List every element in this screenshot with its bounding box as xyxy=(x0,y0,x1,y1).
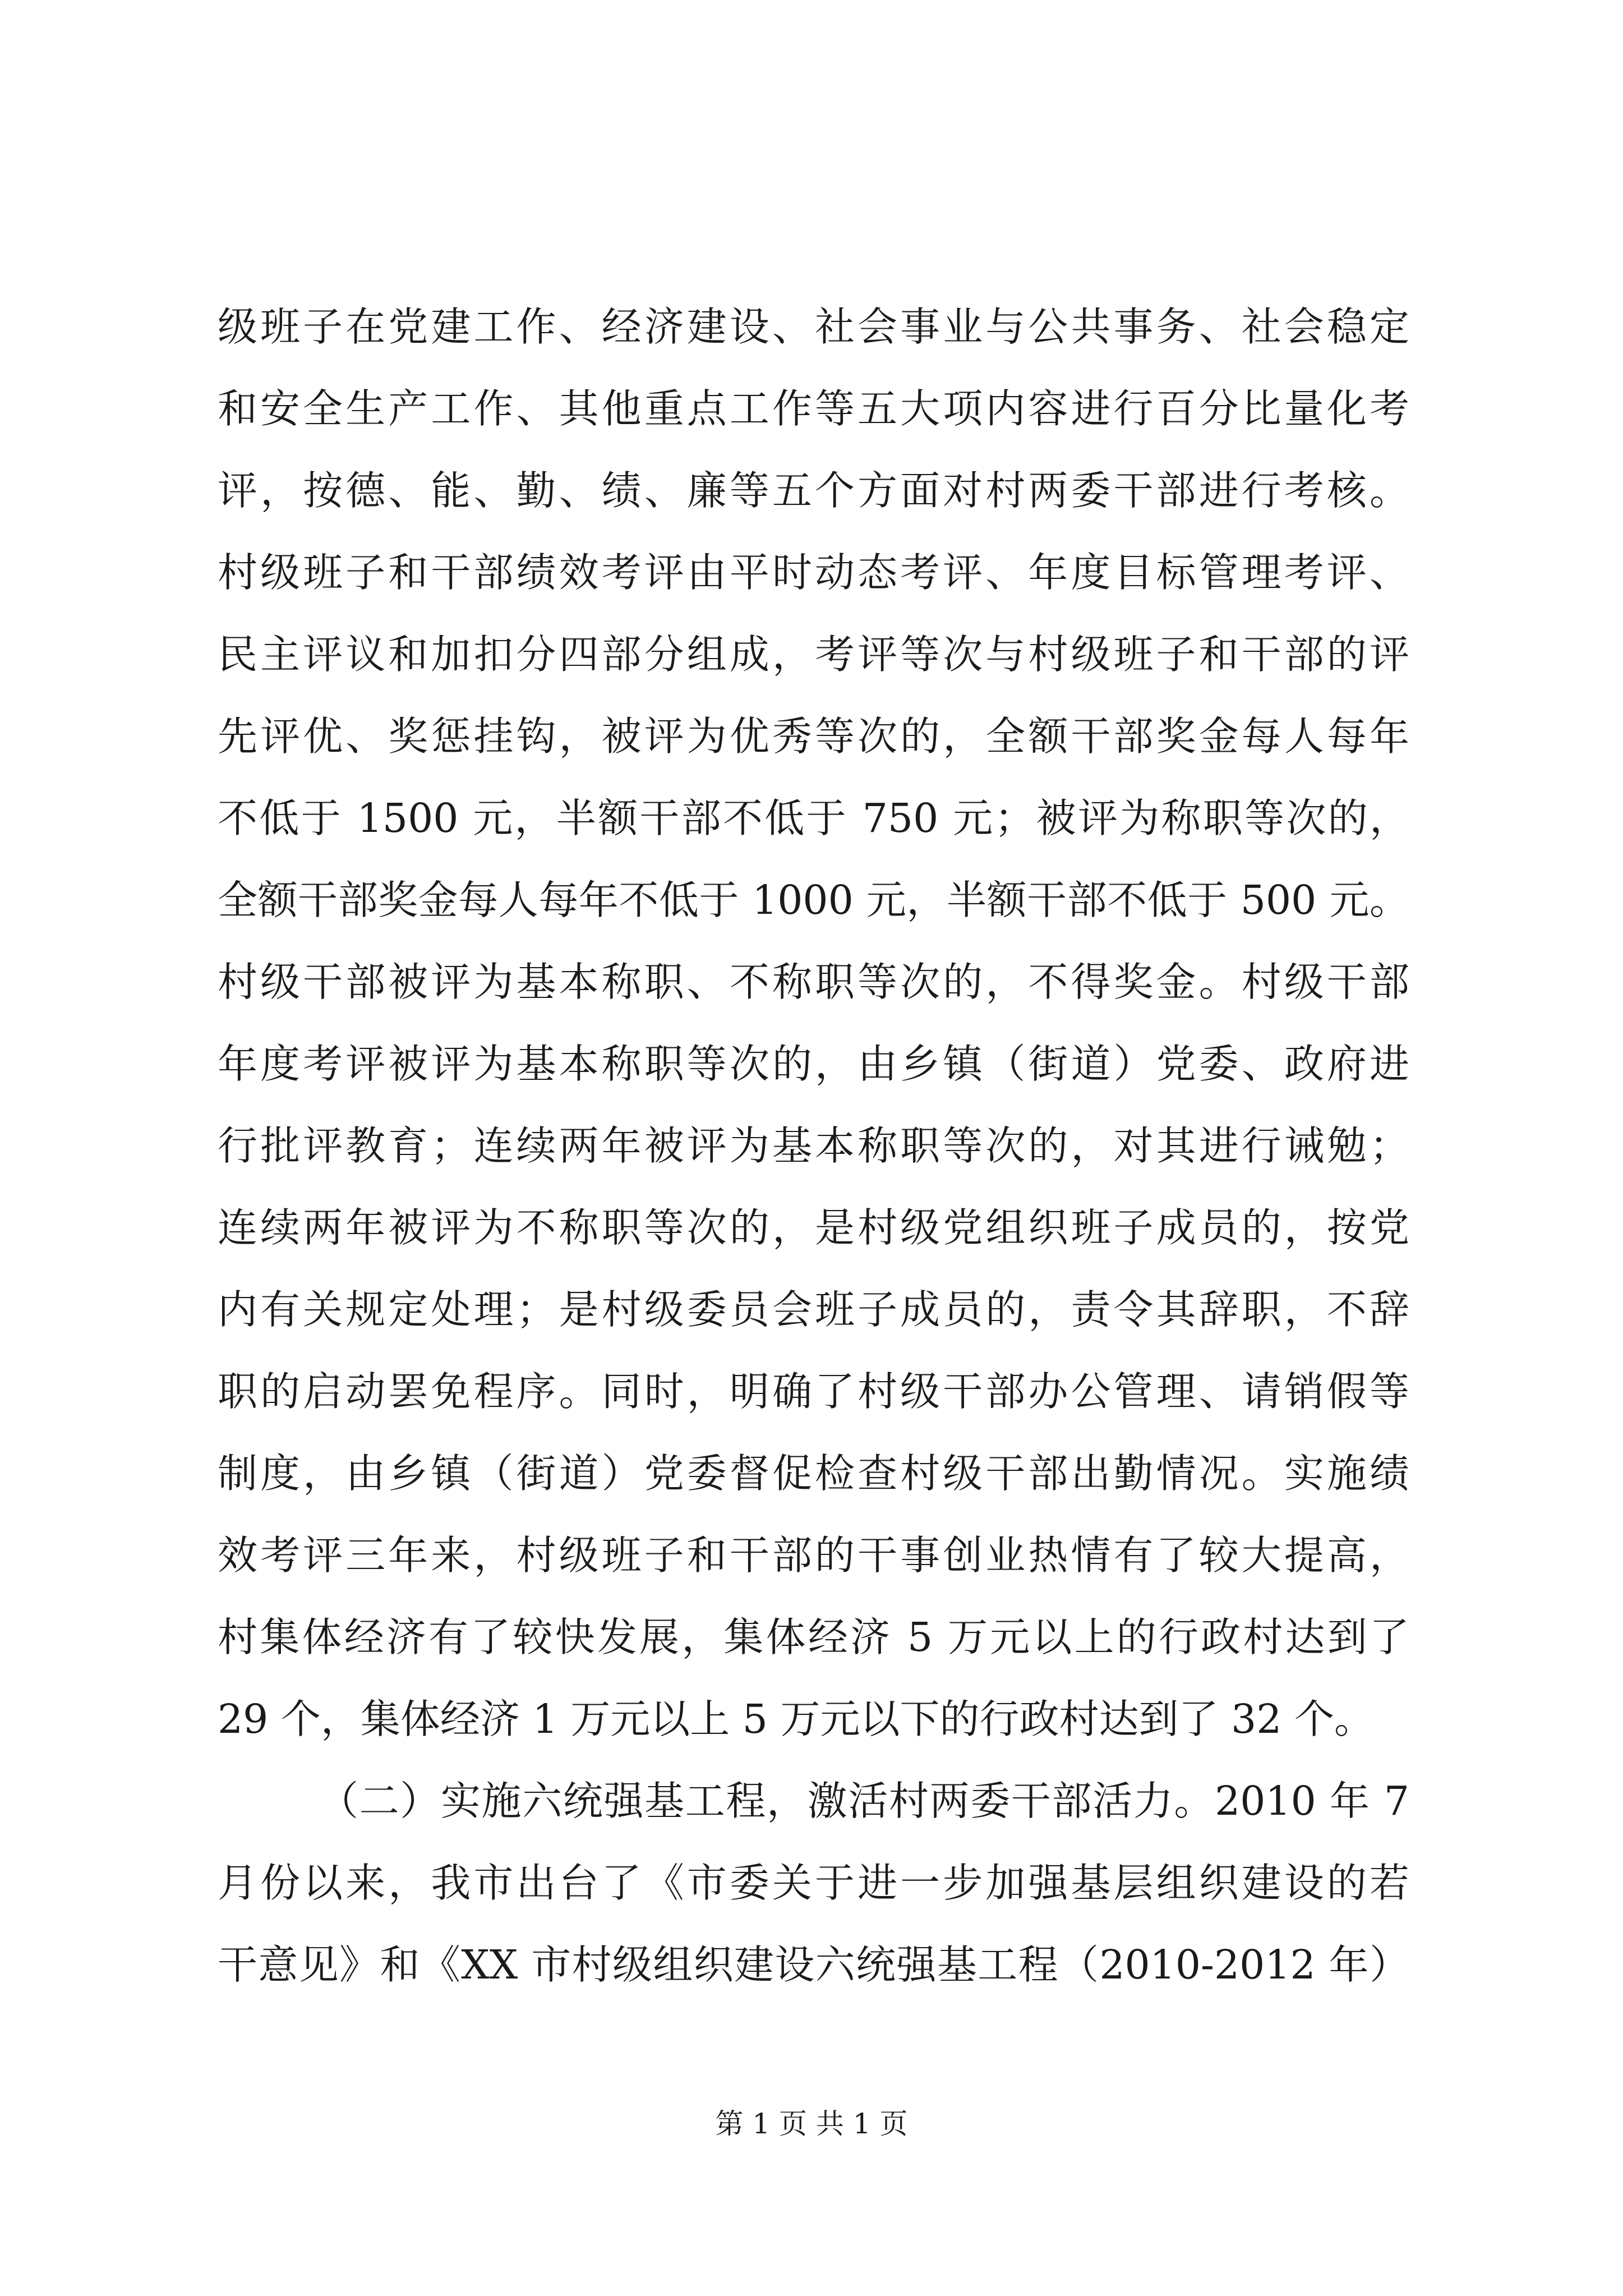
text-line: 村集体经济有了较快发展，集体经济 5 万元以上的行政村达到了 xyxy=(218,1614,1409,1660)
text-line: 制度，由乡镇（街道）党委督促检查村级干部出勤情况。实施绩 xyxy=(218,1450,1409,1497)
text-line: 和安全生产工作、其他重点工作等五大项内容进行百分比量化考 xyxy=(218,385,1409,432)
text-line: 连续两年被评为不称职等次的，是村级党组织班子成员的，按党 xyxy=(218,1204,1409,1251)
text-line: 内有关规定处理；是村级委员会班子成员的，责令其辞职，不辞 xyxy=(218,1286,1409,1333)
text-line: 年度考评被评为基本称职等次的，由乡镇（街道）党委、政府进 xyxy=(218,1041,1409,1087)
text-line: 29 个，集体经济 1 万元以上 5 万元以下的行政村达到了 32 个。 xyxy=(218,1696,1375,1742)
page-footer: 第 1 页 共 1 页 xyxy=(715,2108,908,2140)
text-line: 民主评议和加扣分四部分组成，考评等次与村级班子和干部的评 xyxy=(218,631,1409,678)
text-line: 评，按德、能、勤、绩、廉等五个方面对村两委干部进行考核。 xyxy=(218,467,1409,514)
document-body xyxy=(218,286,1409,2006)
text-line: 干意见》和《XX 市村级组织建设六统强基工程（2010-2012 年） xyxy=(218,1941,1409,1988)
text-line: 全额干部奖金每人每年不低于 1000 元，半额干部不低于 500 元。 xyxy=(218,877,1409,923)
text-line: 村级干部被评为基本称职、不称职等次的，不得奖金。村级干部 xyxy=(218,959,1409,1005)
text-line: 行批评教育；连续两年被评为基本称职等次的，对其进行诫勉； xyxy=(218,1122,1409,1169)
text-line: 职的启动罢免程序。同时，明确了村级干部办公管理、请销假等 xyxy=(218,1368,1409,1415)
text-line: 效考评三年来，村级班子和干部的干事创业热情有了较大提高， xyxy=(218,1532,1409,1579)
section-heading-line: （二）实施六统强基工程，激活村两委干部活力。2010 年 7 xyxy=(319,1778,1409,1824)
text-line: 村级班子和干部绩效考评由平时动态考评、年度目标管理考评、 xyxy=(218,549,1409,596)
text-line: 级班子在党建工作、经济建设、社会事业与公共事务、社会稳定 xyxy=(218,303,1409,350)
text-line: 不低于 1500 元，半额干部不低于 750 元；被评为称职等次的， xyxy=(218,795,1409,841)
text-line: 月份以来，我市出台了《市委关于进一步加强基层组织建设的若 xyxy=(218,1860,1409,1906)
text-line: 先评优、奖惩挂钩，被评为优秀等次的，全额干部奖金每人每年 xyxy=(218,713,1409,760)
